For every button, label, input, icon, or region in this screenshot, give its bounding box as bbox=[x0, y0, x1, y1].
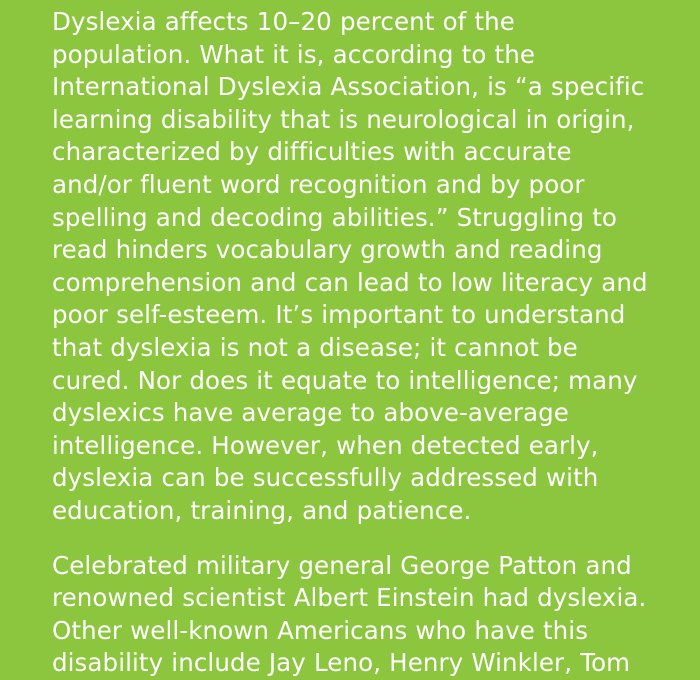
paragraph-1: Dyslexia affects 10–20 percent of the population. What it is, according to the International Dyslexia Association, is “a specific learning disability that is neurological in origin, characterized by difficulties with accurate and/or fluent word recognition and by poor spelling and decoding abilities.” Struggling to read hinders vocabulary growth and reading comprehension and can lead to low literacy and poor self-esteem. It’s important to understand that dyslexia is not a disease; it cannot be cured. Nor does it equate to intelligence; many dyslexics have average to above-average intelligence. However, when detected early, dyslexia can be successfully addressed with education, training, and patience. bbox=[52, 7, 648, 525]
paragraph-2: Celebrated military general George Patton and renowned scientist Albert Einstein had dyslexia. Other well-known Americans who have this disability include Jay Leno, Henry Winkler, Tom bbox=[52, 550, 647, 678]
article-body bbox=[52, 6, 648, 680]
